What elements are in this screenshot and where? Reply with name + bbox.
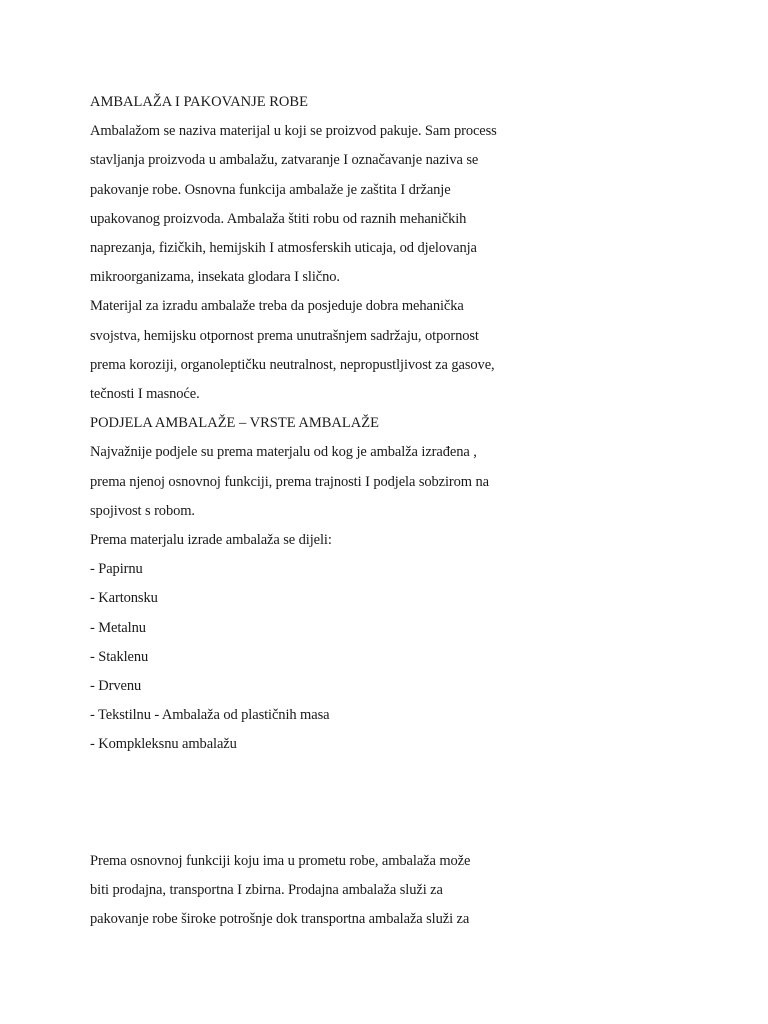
list-item: - Metalnu bbox=[90, 619, 146, 636]
text-line: upakovanog proizvoda. Ambalaža štiti robu od raznih mehaničkih bbox=[90, 210, 467, 227]
list-item: - Staklenu bbox=[90, 648, 149, 665]
list-item: - Papirnu bbox=[90, 561, 143, 578]
text-line: svojstva, hemijsku otpornost prema unutrašnjem sadržaju, otpornost bbox=[90, 327, 479, 344]
heading-podjela: PODJELA AMBALAŽE – VRSTE AMBALAŽE bbox=[90, 415, 379, 432]
heading-ambalaza: AMBALAŽA I PAKOVANJE ROBE bbox=[90, 94, 308, 110]
text-line: spojivost s robom. bbox=[90, 502, 195, 519]
list-item: - Tekstilnu - Ambalaža od plastičnih masa bbox=[90, 707, 330, 724]
paragraph-podjela bbox=[90, 438, 710, 526]
text-line: tečnosti I masnoće. bbox=[90, 386, 200, 403]
paragraph-function bbox=[90, 847, 710, 935]
text-line: Materijal za izradu ambalaže treba da posjeduje dobra mehanička bbox=[90, 298, 464, 315]
text-line: Najvažnije podjele su prema materjalu od kog je ambalža izrađena , bbox=[90, 444, 477, 461]
text-line: biti prodajna, transportna I zbirna. Prodajna ambalaža služi za bbox=[90, 881, 443, 898]
list-item: - Kompkleksnu ambalažu bbox=[90, 736, 237, 753]
text-line: pakovanje robe. Osnovna funkcija ambalaže je zaštita I držanje bbox=[90, 181, 451, 198]
list-intro: Prema materjalu izrade ambalaža se dijeli: bbox=[90, 532, 332, 549]
paragraph-material bbox=[90, 292, 710, 409]
text-line: Ambalažom se naziva materijal u koji se proizvod pakuje. Sam process bbox=[90, 123, 497, 140]
text-line: prema njenoj osnovnoj funkciji, prema trajnosti I podjela sobzirom na bbox=[90, 473, 490, 490]
text-line: prema koroziji, organoleptičku neutralnost, nepropustljivost za gasove, bbox=[90, 356, 495, 373]
text-line: naprezanja, fizičkih, hemijskih I atmosferskih uticaja, od djelovanja bbox=[90, 240, 477, 257]
text-line: mikroorganizama, insekata glodara I slično. bbox=[90, 269, 340, 286]
text-line: stavljanja proizvoda u ambalažu, zatvaranje I označavanje naziva se bbox=[90, 152, 479, 169]
list-item: - Drvenu bbox=[90, 678, 142, 695]
text-line: pakovanje robe široke potrošnje dok transportna ambalaža služi za bbox=[90, 911, 470, 928]
list-item: - Kartonsku bbox=[90, 590, 158, 607]
document-page bbox=[90, 88, 710, 934]
material-list bbox=[90, 555, 710, 759]
paragraph-definition bbox=[90, 117, 710, 292]
blank-space bbox=[90, 760, 710, 847]
text-line: Prema osnovnoj funkciji koju ima u prometu robe, ambalaža može bbox=[90, 852, 471, 869]
